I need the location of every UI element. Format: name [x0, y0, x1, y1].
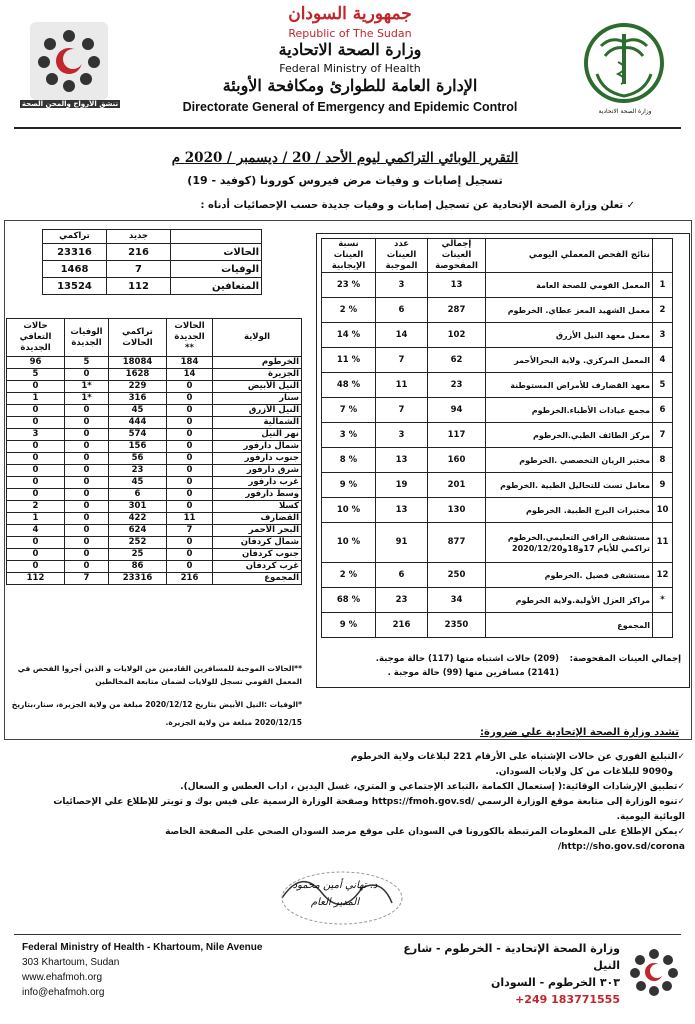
state-cumulative: 156 — [109, 441, 167, 453]
summary-header-blank — [171, 230, 262, 244]
lab-positive-count: 11 — [376, 373, 428, 398]
state-cumulative: 422 — [109, 513, 167, 525]
state-cumulative: 229 — [109, 381, 167, 393]
check-icon: ✓ — [677, 782, 685, 792]
directorate-en: Directorate General of Emergency and Epidemic Control — [182, 100, 518, 114]
state-new: 7 — [167, 525, 213, 537]
table-row — [322, 523, 673, 563]
state-deaths: 0 — [65, 417, 109, 429]
state-new: 0 — [167, 477, 213, 489]
lab-number: 3 — [653, 323, 673, 348]
summary-row — [43, 244, 262, 261]
state-name: النيل الأبيض — [213, 381, 302, 393]
state-recovered: 4 — [7, 525, 65, 537]
lab-positive-rate: 48 % — [322, 373, 376, 398]
lab-positive-rate: 68 % — [322, 588, 376, 613]
state-cumulative: 25 — [109, 549, 167, 561]
table-row — [322, 613, 673, 638]
lab-total-tested: 94 — [428, 398, 486, 423]
lab-positive-rate: 23 % — [322, 273, 376, 298]
state-cumulative: 574 — [109, 429, 167, 441]
header-rule — [14, 127, 681, 129]
state-new: 14 — [167, 369, 213, 381]
lab-number: 9 — [653, 473, 673, 498]
state-recovered: 2 — [7, 501, 65, 513]
table-row — [7, 537, 302, 549]
lab-positive-rate: 2 % — [322, 298, 376, 323]
state-new: 0 — [167, 537, 213, 549]
lab-positive-count: 6 — [376, 563, 428, 588]
state-recovered: 1 — [7, 393, 65, 405]
lab-positive-rate: 9 % — [322, 613, 376, 638]
footer-ar-line: +249 183771555 — [515, 993, 620, 1006]
table-row — [322, 563, 673, 588]
state-recovered: 96 — [7, 357, 65, 369]
lab-name: مختبرات البرج الطبية. الخرطوم — [486, 498, 653, 523]
state-name: المجموع — [213, 573, 302, 585]
lab-panel — [316, 233, 690, 688]
state-name: غرب دارفور — [213, 477, 302, 489]
state-name: شرق دارفور — [213, 465, 302, 477]
states-header-recovered: حالات التعافي الجديدة — [7, 319, 65, 357]
emphasis-text: و9090 للبلاغات من كل ولايات السودان. — [495, 767, 673, 777]
table-row — [7, 357, 302, 369]
state-recovered: 0 — [7, 549, 65, 561]
table-row — [7, 405, 302, 417]
state-name: غرب كردفان — [213, 561, 302, 573]
lab-number: 12 — [653, 563, 673, 588]
labs-header-name: نتائج الفحص المعملي اليومي — [486, 239, 653, 273]
report-subtitle: تسجيل إصابات و وفيات مرض فيروس كورونا (كوفيد - 19) — [187, 174, 503, 187]
labs-header-pct: نسبة العينات الإيجابية — [322, 239, 376, 273]
emphasis-text: تطبيق الإرشادات الوقائية:( إستعمال الكمامة ،التباعد الإجتماعي و المتري، غسل اليدين ، اداب العطس و السعال). — [180, 782, 678, 792]
state-cumulative: 23316 — [109, 573, 167, 585]
table-row — [322, 473, 673, 498]
emphasis-text: التبليغ الفوري عن حالات الإشتباه على الأرقام 221 لبلاغات ولاية الخرطوم — [350, 752, 678, 762]
state-recovered: 0 — [7, 381, 65, 393]
footer-en — [22, 940, 262, 1000]
state-new: 11 — [167, 513, 213, 525]
table-row — [7, 381, 302, 393]
intro-text — [160, 200, 635, 211]
table-row — [7, 477, 302, 489]
lab-positive-rate: 2 % — [322, 563, 376, 588]
lab-name: مجمع عيادات الأطباء.الخرطوم — [486, 398, 653, 423]
state-name: الخرطوم — [213, 357, 302, 369]
state-deaths: 7 — [65, 573, 109, 585]
state-recovered: 0 — [7, 489, 65, 501]
state-cumulative: 23 — [109, 465, 167, 477]
state-name: كسلا — [213, 501, 302, 513]
lab-positive-count: 216 — [376, 613, 428, 638]
lab-number: 5 — [653, 373, 673, 398]
lab-positive-count: 19 — [376, 473, 428, 498]
summary-label: الوفيات — [171, 261, 262, 278]
state-deaths: 0 — [65, 453, 109, 465]
emphasis-text: تنوه الوزارة إلى متابعة موقع الوزارة الرسمي /https://fmoh.gov.sd وصفحة الوزارة الرسمية على فيس بوك و تويتر للإطلاع علي الإحصائيات الوبائية اليومية. — [53, 797, 685, 822]
lab-total-tested: 877 — [428, 523, 486, 563]
lab-total-tested: 23 — [428, 373, 486, 398]
state-name: الجزيرة — [213, 369, 302, 381]
state-new: 0 — [167, 393, 213, 405]
lab-positive-count: 3 — [376, 273, 428, 298]
state-recovered: 5 — [7, 369, 65, 381]
left-logo — [30, 22, 108, 100]
state-recovered: 1 — [7, 513, 65, 525]
ministry-emblem-icon — [30, 22, 108, 100]
labs-note-1: (209) حالات اشتباه منها (117) حالة موجبة. — [375, 654, 559, 664]
lab-name: مستشفى فضيل .الخرطوم — [486, 563, 653, 588]
lab-positive-rate: 8 % — [322, 448, 376, 473]
lab-total-tested: 130 — [428, 498, 486, 523]
table-row — [7, 417, 302, 429]
states-note-3: 2020/12/15 مبلغة من ولاية الجزيرة. — [165, 718, 302, 727]
state-recovered: 0 — [7, 465, 65, 477]
summary-cum: 23316 — [43, 244, 107, 261]
lab-total-tested: 13 — [428, 273, 486, 298]
summary-row — [43, 261, 262, 278]
ministry-ar: وزارة الصحة الاتحادية — [278, 40, 422, 59]
summary-cum: 13524 — [43, 278, 107, 295]
lab-positive-count: 14 — [376, 323, 428, 348]
state-deaths: 0 — [65, 513, 109, 525]
ministry-en: Federal Ministry of Health — [279, 62, 421, 75]
state-deaths: 0 — [65, 501, 109, 513]
footer-ar-line: وزارة الصحة الإتحادية - الخرطوم - شارع النيل — [403, 942, 620, 972]
state-recovered: 0 — [7, 477, 65, 489]
lab-positive-rate: 10 % — [322, 498, 376, 523]
state-deaths: 0 — [65, 477, 109, 489]
signature-title: المدير العام — [310, 897, 360, 908]
directorate-ar: الإدارة العامة للطوارئ ومكافحة الأوبئة — [222, 76, 478, 95]
footer-en-line[interactable]: www.ehafmoh.org — [22, 972, 103, 983]
lab-number: 8 — [653, 448, 673, 473]
lab-positive-count: 3 — [376, 423, 428, 448]
intro-label: تعلن وزارة الصحة الإتحادية عن تسجيل إصابات و وفيات جديدة حسب الإحصائيات أدناه : — [200, 200, 624, 211]
labs-note-2: (2141) مسافرين منها (99) حالة موجبة . — [387, 668, 559, 678]
state-cumulative: 444 — [109, 417, 167, 429]
lab-total-tested: 201 — [428, 473, 486, 498]
table-row — [7, 393, 302, 405]
summary-label: الحالات — [171, 244, 262, 261]
state-cumulative: 1628 — [109, 369, 167, 381]
summary-new: 7 — [107, 261, 171, 278]
state-cumulative: 45 — [109, 477, 167, 489]
state-deaths: 1* — [65, 381, 109, 393]
emphasis-item — [45, 780, 685, 795]
state-deaths: 0 — [65, 489, 109, 501]
lab-name: مستشفى الراقي التعليمي.الخرطوم تراكمي للأيام 17و18و2020/12/20 — [486, 523, 653, 563]
lab-total-tested: 287 — [428, 298, 486, 323]
lab-total-tested: 2350 — [428, 613, 486, 638]
state-recovered: 3 — [7, 429, 65, 441]
lab-number: 7 — [653, 423, 673, 448]
lab-positive-count: 23 — [376, 588, 428, 613]
labs-header-no — [653, 239, 673, 273]
table-row — [7, 525, 302, 537]
state-new: 0 — [167, 405, 213, 417]
footer-ar-line: ٣٠٣ الخرطوم - السودان — [491, 976, 620, 989]
state-cumulative: 45 — [109, 405, 167, 417]
state-new: 0 — [167, 561, 213, 573]
state-deaths: 0 — [65, 369, 109, 381]
state-new: 0 — [167, 549, 213, 561]
lab-total-tested: 62 — [428, 348, 486, 373]
state-name: الشمالية — [213, 417, 302, 429]
table-row — [7, 489, 302, 501]
lab-total-tested: 250 — [428, 563, 486, 588]
state-recovered: 112 — [7, 573, 65, 585]
labs-note-label: إجمالي العينات المفحوصة: — [569, 654, 681, 664]
state-new: 0 — [167, 429, 213, 441]
states-header-cum: تراكمي الحالات — [109, 319, 167, 357]
signature-scribble-icon — [262, 858, 412, 928]
emphasis-heading: تشدد وزارة الصحة الإتحادية علي ضرورة: — [480, 727, 679, 738]
state-deaths: 0 — [65, 405, 109, 417]
lab-positive-count: 13 — [376, 498, 428, 523]
state-deaths: 0 — [65, 561, 109, 573]
lab-positive-rate: 7 % — [322, 398, 376, 423]
state-deaths: 5 — [65, 357, 109, 369]
lab-number: * — [653, 588, 673, 613]
right-logo-caption: وزارة الصحة الاتحادية — [598, 108, 652, 115]
labs-header-total: إجمالي العينات المفحوصة — [428, 239, 486, 273]
state-cumulative: 56 — [109, 453, 167, 465]
lab-positive-count: 6 — [376, 298, 428, 323]
lab-name: معمل معهد النيل الأزرق — [486, 323, 653, 348]
state-name: شمال دارفور — [213, 441, 302, 453]
footer-en-line: Federal Ministry of Health - Khartoum, Nile Avenue — [22, 942, 263, 953]
emphasis-item — [45, 825, 685, 855]
summary-label: المتعافين — [171, 278, 262, 295]
state-cumulative: 624 — [109, 525, 167, 537]
footer-ar — [380, 940, 620, 1008]
republic-ar: جمهورية السودان — [288, 4, 412, 24]
lab-name: المعمل القومي للصحة العامة — [486, 273, 653, 298]
emphasis-item — [45, 795, 685, 825]
emphasis-text: يمكن الإطلاع على المعلومات المرتبطة بالكورونا في السودان على موقع مرصد السودان الصحي على الصفحة الخاصة http://sho.gov.sd/corona/ — [165, 827, 685, 852]
state-name: جنوب دارفور — [213, 453, 302, 465]
table-row — [322, 423, 673, 448]
table-row — [322, 498, 673, 523]
state-name: نهر النيل — [213, 429, 302, 441]
footer-logo — [628, 946, 680, 998]
lab-number: 10 — [653, 498, 673, 523]
state-new: 0 — [167, 465, 213, 477]
footer-en-line[interactable]: info@ehafmoh.org — [22, 987, 105, 998]
state-new: 0 — [167, 417, 213, 429]
states-header-state: الولاية — [213, 319, 302, 357]
summary-new: 216 — [107, 244, 171, 261]
lab-positive-count: 7 — [376, 398, 428, 423]
labs-header-pos: عدد العينات الموجبة — [376, 239, 428, 273]
palm-emblem-icon — [583, 22, 665, 104]
state-name: البحر الأحمر — [213, 525, 302, 537]
state-recovered: 0 — [7, 561, 65, 573]
lab-positive-count: 7 — [376, 348, 428, 373]
lab-positive-count: 91 — [376, 523, 428, 563]
lab-number: 4 — [653, 348, 673, 373]
table-row — [7, 501, 302, 513]
lab-name: مختبر الريان التخصصي .الخرطوم — [486, 448, 653, 473]
state-deaths: 0 — [65, 537, 109, 549]
lab-name: مراكز العزل الأولية.ولاية الخرطوم — [486, 588, 653, 613]
emphasis-item — [45, 750, 685, 765]
signature-stamp — [262, 858, 412, 928]
check-icon: ✓ — [677, 797, 685, 807]
table-row — [7, 441, 302, 453]
lab-total-tested: 117 — [428, 423, 486, 448]
state-deaths: 0 — [65, 549, 109, 561]
lab-positive-rate: 10 % — [322, 523, 376, 563]
table-row — [322, 588, 673, 613]
left-logo-caption: تنشق الأرواح والمحن الصحة — [21, 100, 119, 108]
lab-positive-rate: 11 % — [322, 348, 376, 373]
state-cumulative: 86 — [109, 561, 167, 573]
lab-name: المعمل المركزي. ولاية البحرالأحمر — [486, 348, 653, 373]
summary-header-cum: تراكمي — [43, 230, 107, 244]
state-recovered: 0 — [7, 441, 65, 453]
state-name: سنار — [213, 393, 302, 405]
table-row — [7, 369, 302, 381]
state-recovered: 0 — [7, 537, 65, 549]
state-new: 0 — [167, 453, 213, 465]
table-row — [7, 453, 302, 465]
report-title: التقرير الوبائي التراكمي ليوم الأحد / 20 / ديسمبر / 2020 م — [171, 150, 519, 166]
check-icon: ✓ — [677, 752, 685, 762]
state-deaths: 0 — [65, 465, 109, 477]
state-name: القضارف — [213, 513, 302, 525]
footer-rule — [14, 934, 681, 935]
signature-name: د. تهاني أمين محمود — [292, 880, 378, 891]
lab-total-tested: 160 — [428, 448, 486, 473]
lab-name: معمل الشهيد المعز عطاي. الخرطوم — [486, 298, 653, 323]
table-row — [7, 549, 302, 561]
table-row — [7, 513, 302, 525]
summary-header-new: جديد — [107, 230, 171, 244]
lab-name: المجموع — [486, 613, 653, 638]
table-row — [7, 561, 302, 573]
lab-number: 6 — [653, 398, 673, 423]
state-new: 0 — [167, 489, 213, 501]
table-row — [322, 373, 673, 398]
lab-positive-count: 13 — [376, 448, 428, 473]
footer-en-line: 303 Khartoum, Sudan — [22, 957, 120, 968]
check-icon: ✓ — [623, 200, 635, 211]
labs-table — [321, 238, 673, 638]
state-name: شمال كردفان — [213, 537, 302, 549]
table-row — [322, 323, 673, 348]
summary-row — [43, 278, 262, 295]
states-table — [6, 318, 302, 585]
lab-number — [653, 613, 673, 638]
state-deaths: 0 — [65, 441, 109, 453]
states-note-1: **الحالات الموجبة للمسافرين القادمين من الولايات و الذين أجروا الفحص في المعمل القومي تسجل للولايات لضمان متابعة المخالطين — [17, 664, 302, 686]
state-deaths: 1* — [65, 393, 109, 405]
table-row — [322, 448, 673, 473]
lab-number: 1 — [653, 273, 673, 298]
table-row — [322, 398, 673, 423]
right-logo — [583, 22, 665, 104]
lab-name: مركز الطائف الطبي.الخرطوم — [486, 423, 653, 448]
lab-positive-rate: 9 % — [322, 473, 376, 498]
table-row — [7, 573, 302, 585]
table-row — [322, 298, 673, 323]
state-name: وسط دارفور — [213, 489, 302, 501]
table-row — [7, 429, 302, 441]
lab-name: معامل تست للتحاليل الطبية .الخرطوم — [486, 473, 653, 498]
state-recovered: 0 — [7, 453, 65, 465]
lab-positive-rate: 3 % — [322, 423, 376, 448]
state-recovered: 0 — [7, 405, 65, 417]
state-deaths: 0 — [65, 525, 109, 537]
lab-name: معهد القضارف للأمراض المستوطنة — [486, 373, 653, 398]
summary-table — [42, 229, 262, 295]
state-cumulative: 316 — [109, 393, 167, 405]
summary-new: 112 — [107, 278, 171, 295]
emphasis-list — [45, 750, 685, 855]
table-row — [322, 273, 673, 298]
state-cumulative: 252 — [109, 537, 167, 549]
summary-cum: 1468 — [43, 261, 107, 278]
state-new: 0 — [167, 501, 213, 513]
republic-en: Republic of The Sudan — [288, 27, 412, 40]
state-name: النيل الأزرق — [213, 405, 302, 417]
table-row — [322, 348, 673, 373]
lab-total-tested: 102 — [428, 323, 486, 348]
lab-number: 2 — [653, 298, 673, 323]
lab-total-tested: 34 — [428, 588, 486, 613]
state-cumulative: 301 — [109, 501, 167, 513]
state-new: 0 — [167, 381, 213, 393]
lab-positive-rate: 14 % — [322, 323, 376, 348]
state-new: 216 — [167, 573, 213, 585]
state-new: 184 — [167, 357, 213, 369]
states-note-2: *الوفيات :النيل الأبيض بتاريخ 2020/12/12 مبلغة من ولاية الجزيرة، سنار،بتاريخ — [11, 700, 302, 709]
state-cumulative: 18084 — [109, 357, 167, 369]
footer-emblem-icon — [628, 946, 680, 998]
state-recovered: 0 — [7, 417, 65, 429]
states-header-deaths: الوفيات الجديدة — [65, 319, 109, 357]
lab-number: 11 — [653, 523, 673, 563]
state-deaths: 0 — [65, 429, 109, 441]
state-name: جنوب كردفان — [213, 549, 302, 561]
table-row — [7, 465, 302, 477]
state-cumulative: 6 — [109, 489, 167, 501]
state-new: 0 — [167, 441, 213, 453]
check-icon: ✓ — [677, 827, 685, 837]
states-header-new: الحالات الجديدة ** — [167, 319, 213, 357]
emphasis-item — [45, 765, 685, 780]
